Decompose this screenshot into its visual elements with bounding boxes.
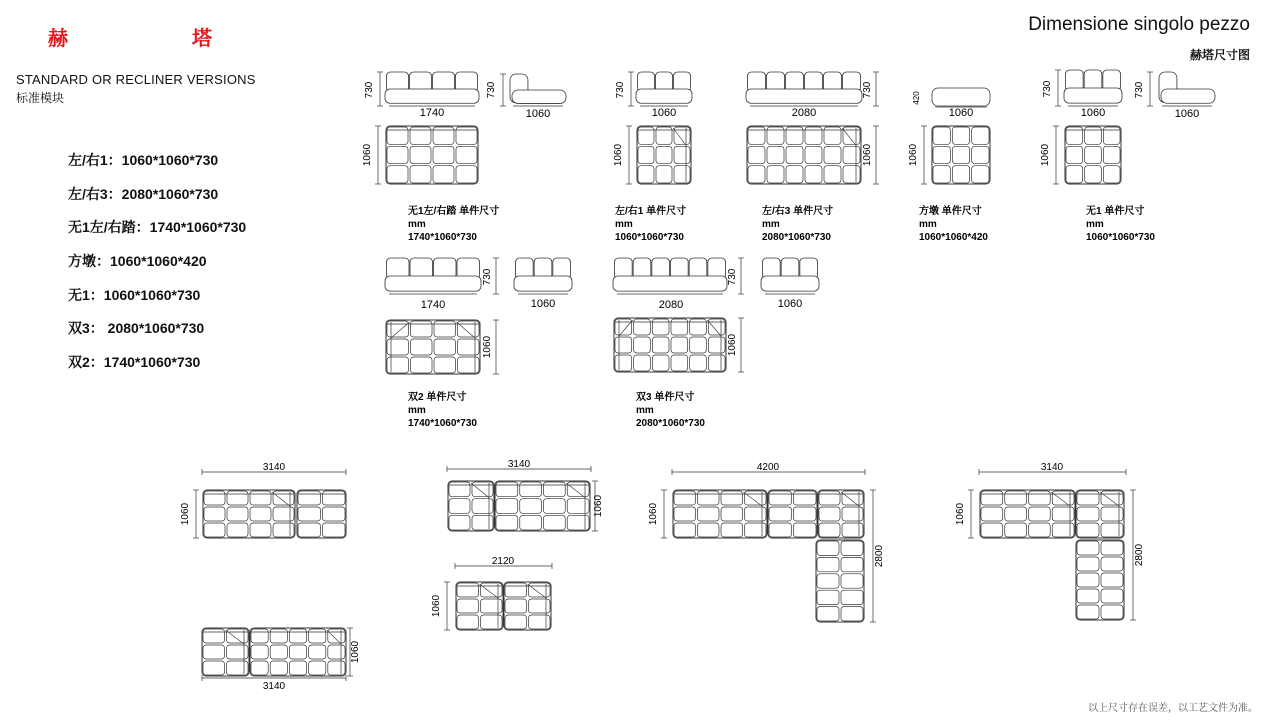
side-view [510,74,566,106]
module-name: 无1左/右踏 单件尺寸 [408,206,500,217]
top-outline [456,582,503,630]
seat-base [1064,88,1122,103]
top-outline [203,490,295,538]
side-view [1159,72,1215,106]
length-label: 2800 [874,544,885,568]
top-view [637,126,691,184]
height-dimension [377,72,383,106]
combo-3140-c [202,628,361,692]
side-view [514,258,572,294]
combo-piece [1076,540,1124,620]
depth-dimension [626,126,632,184]
top-outline [818,490,864,538]
module-size: 2080*1060*730 [762,232,831,243]
front-view [613,258,727,294]
depth-dimension [738,318,744,372]
module-unit: mm [408,219,426,230]
height-label: 730 [486,81,497,99]
spec-item: 双2：1740*1060*730 [68,354,201,371]
height-label: 730 [615,81,626,99]
depth-dimension [493,320,499,374]
front-view [385,72,479,106]
module-name: 方墩 单件尺寸 [919,206,982,217]
seat-base [761,276,819,291]
module-unit: mm [1086,219,1104,230]
top-outline [202,628,249,676]
height-dimension [1055,70,1061,106]
height-label: 730 [1042,80,1053,98]
combo-piece [980,490,1075,538]
width-label: 4200 [756,462,780,473]
height-dimension [873,72,879,106]
module-armless-footrest [362,72,566,243]
depth-label: 1060 [180,502,191,526]
height-label: 730 [364,81,375,99]
combo-2120 [431,556,552,630]
depth-label: 1060 [955,502,966,526]
depth-label: 1060 [593,494,604,518]
depth-label: 1060 [362,143,373,167]
module-unit: mm [762,219,780,230]
seat-base [746,89,862,103]
width-label: 1060 [948,107,974,119]
combo-piece [816,540,864,622]
depth-dimension [375,126,381,184]
combo-3140-a [180,462,346,538]
top-outline [980,490,1075,538]
front-view [746,72,862,106]
depth-label: 1060 [530,298,556,310]
top-outline [768,490,817,538]
seat-base [385,276,481,291]
width-label: 2080 [658,299,684,311]
module-ottoman [908,88,990,243]
top-view [747,126,861,184]
footnote: 以上尺寸存在误差，以工艺文件为准。 [1088,703,1258,714]
side-view [761,258,819,294]
combo-piece [818,490,864,538]
combo-piece [297,490,346,538]
top-outline [386,320,480,374]
depth-label: 1060 [613,143,624,167]
combo-4200-l [648,462,885,622]
combo-3140-b [447,459,604,531]
spec-item: 无1：1060*1060*730 [68,286,201,303]
front-view [1064,70,1122,106]
length-label: 2800 [1134,543,1145,567]
combo-piece [495,481,590,531]
seat-base [636,89,692,103]
page-title: Dimensione singolo pezzo [1028,14,1250,35]
top-outline [297,490,346,538]
top-outline [673,490,767,538]
top-view [932,126,990,184]
module-name: 双3 单件尺寸 [636,392,695,403]
depth-label: 1060 [350,640,361,664]
top-outline [1065,126,1121,184]
height-label: 420 [912,91,921,105]
module-name: 无1 单件尺寸 [1086,206,1145,217]
top-view [614,318,726,372]
top-outline [747,126,861,184]
versions-label-cn: 标准模块 [16,91,65,105]
width-label: 1740 [419,107,445,119]
module-left-right-3 [746,72,879,243]
seat-base [385,89,479,103]
width-label: 3140 [262,681,286,692]
height-dimension [738,258,744,294]
top-outline [448,481,494,531]
top-outline [1076,540,1124,620]
module-size: 1060*1060*730 [615,232,684,243]
width-label: 3140 [262,462,286,473]
depth-label: 1060 [525,108,551,120]
front-view [636,72,692,106]
depth-dimension [921,126,927,184]
width-label: 3140 [507,459,531,470]
front-view [385,258,481,294]
height-label: 730 [862,81,873,99]
depth-label: 1060 [727,333,738,357]
seat-base [613,276,727,291]
module-left-right-1 [613,72,692,243]
top-view [386,320,480,374]
height-label: 730 [1134,81,1145,99]
front-view [932,88,990,107]
combo-piece [456,582,503,630]
module-size: 1740*1060*730 [408,232,477,243]
depth-label: 1060 [431,594,442,618]
combo-piece [768,490,817,538]
module-size: 2080*1060*730 [636,418,705,429]
spec-item: 无1左/右踏：1740*1060*730 [68,219,247,236]
height-dimension [628,72,634,106]
module-unit: mm [919,219,937,230]
top-outline [250,628,346,676]
depth-label: 1060 [862,143,873,167]
combo-piece [203,490,295,538]
combo-piece [504,582,551,630]
width-label: 2120 [491,556,515,567]
combo-piece [202,628,249,676]
top-outline [1076,490,1124,538]
combo-piece [1076,490,1124,538]
height-dimension [1147,72,1153,106]
depth-label: 1060 [482,335,493,359]
module-unit: mm [636,405,654,416]
module-size: 1060*1060*730 [1086,232,1155,243]
height-label: 730 [727,268,738,286]
top-outline [932,126,990,184]
height-dimension [493,258,499,294]
module-double-3 [613,258,819,429]
depth-label: 1060 [648,502,659,526]
spec-item: 双3： 2080*1060*730 [68,320,205,337]
depth-label: 1060 [1040,143,1051,167]
module-name: 左/右1 单件尺寸 [615,206,687,217]
depth-dimension [873,126,879,184]
page-subtitle: 赫塔尺寸图 [1189,48,1250,62]
depth-dimension [968,490,974,538]
top-outline [637,126,691,184]
seat-profile [1161,89,1215,103]
top-outline [614,318,726,372]
width-label: 1740 [420,299,446,311]
depth-dimension [444,582,450,630]
width-label: 2080 [791,107,817,119]
module-double-2 [385,258,572,429]
versions-label-en: STANDARD OR RECLINER VERSIONS [16,72,256,87]
spec-item: 左/右3：2080*1060*730 [68,185,219,202]
module-unit: mm [408,405,426,416]
top-outline [816,540,864,622]
module-name: 左/右3 单件尺寸 [762,206,834,217]
width-label: 3140 [1040,462,1064,473]
combo-3140-l [955,462,1145,620]
combo-piece [250,628,346,676]
top-view [1065,126,1121,184]
seat-base [514,276,572,291]
module-unit: mm [615,219,633,230]
combo-piece [448,481,494,531]
width-label: 1060 [651,107,677,119]
height-label: 730 [482,268,493,286]
height-dimension [500,74,506,106]
depth-label: 1060 [777,298,803,310]
module-size: 1740*1060*730 [408,418,477,429]
depth-label: 1060 [1174,108,1200,120]
depth-dimension [1053,126,1059,184]
depth-label: 1060 [908,143,919,167]
top-outline [504,582,551,630]
module-size: 1060*1060*420 [919,232,988,243]
combo-piece [673,490,767,538]
module-armless-1 [1040,70,1215,243]
spec-item: 方墩：1060*1060*420 [68,253,207,270]
top-outline [495,481,590,531]
top-view [386,126,478,184]
depth-dimension [193,490,199,538]
brand-name: 赫 塔 [48,28,264,50]
module-name: 双2 单件尺寸 [408,392,467,403]
depth-dimension [661,490,667,538]
ottoman-body [932,88,990,106]
spec-item: 左/右1：1060*1060*730 [68,152,219,168]
top-outline [386,126,478,184]
width-label: 1060 [1080,107,1106,119]
seat-profile [512,90,566,103]
